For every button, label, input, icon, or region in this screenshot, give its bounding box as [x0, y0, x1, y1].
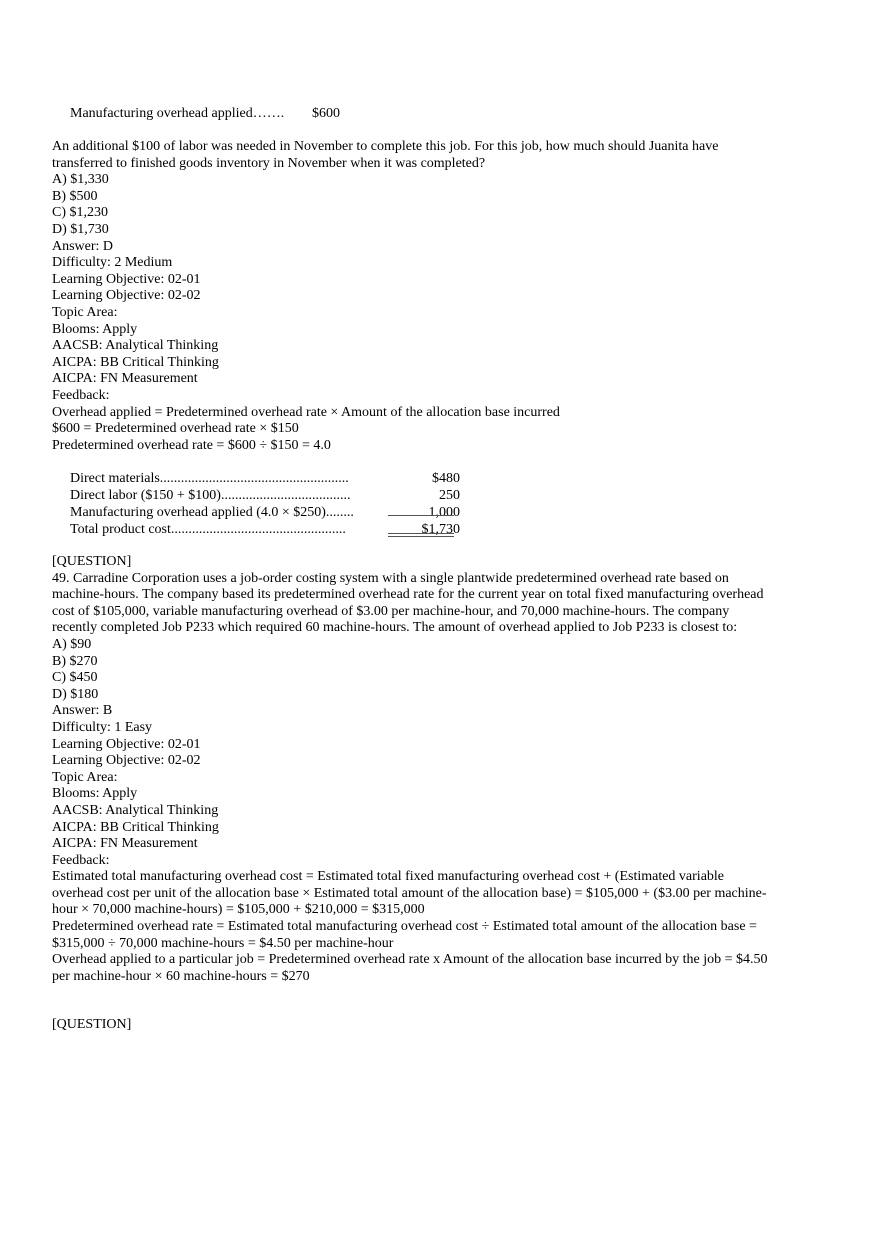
learning-objective-1: Learning Objective: 02-01: [52, 736, 201, 752]
topic-area: Topic Area:: [52, 304, 118, 320]
option-d: D) $180: [52, 686, 99, 702]
overhead-applied-amount: $600: [312, 106, 340, 121]
calc-label: Direct materials......................................................: [70, 471, 349, 486]
total-double-rule-top: [388, 533, 454, 534]
calc-label: Total product cost..................................................: [70, 522, 346, 537]
feedback-paragraph: Predetermined overhead rate = Estimated total manufacturing overhead cost ÷ Estimated total amount of the allocation base = $315,000 ÷ 70,000 machine-hours = $4.50 per machine-hour: [52, 919, 757, 951]
learning-objective-2: Learning Objective: 02-02: [52, 753, 201, 769]
option-b: B) $500: [52, 188, 98, 204]
question-text: 49. Carradine Corporation uses a job-order costing system with a single plantwide predetermined overhead rate based on machine-hours. The company based its predetermined overhead rate for the current year on total fixed manufacturing overhead cost of $105,000, variable manufacturing overhead of $3.00 per machine-hour, and 70,000 machine-hours. The company recently completed Job P233 which required 60 machine-hours. The amount of overhead applied to Job P233 is closest to:: [52, 570, 764, 636]
calc-row-direct-labor: [70, 487, 490, 504]
aacsb: AACSB: Analytical Thinking: [52, 338, 219, 354]
question-text: An additional $100 of labor was needed in November to complete this job. For this job, how much should Juanita have transferred to finished goods inventory in November when it was completed?: [52, 139, 719, 171]
calc-value: 250: [439, 488, 460, 503]
option-c: C) $1,230: [52, 205, 108, 221]
overhead-applied-row: [70, 105, 340, 122]
total-double-rule-bottom: [388, 536, 454, 537]
next-question-block: [52, 1017, 772, 1034]
option-b: B) $270: [52, 653, 98, 669]
feedback-line: Overhead applied = Predetermined overhead rate × Amount of the allocation base incurred: [52, 404, 560, 420]
blooms: Blooms: Apply: [52, 321, 138, 337]
feedback-line: Predetermined overhead rate = $600 ÷ $150 = 4.0: [52, 437, 331, 453]
calc-label: Manufacturing overhead applied (4.0 × $250)........: [70, 505, 354, 520]
calc-value: $480: [432, 471, 460, 486]
answer: Answer: D: [52, 238, 114, 254]
overhead-applied-label: Manufacturing overhead applied…….: [70, 106, 285, 121]
topic-area: Topic Area:: [52, 769, 118, 785]
option-a: A) $90: [52, 636, 92, 652]
blooms: Blooms: Apply: [52, 786, 138, 802]
option-c: C) $450: [52, 670, 98, 686]
feedback-line: $600 = Predetermined overhead rate × $150: [52, 421, 299, 437]
calc-row-direct-materials: [70, 470, 490, 487]
feedback-paragraph: Overhead applied to a particular job = Predetermined overhead rate x Amount of the allocation base incurred by the job = $4.50 per machine-hour × 60 machine-hours = $270: [52, 952, 768, 984]
subtotal-rule: [388, 515, 454, 516]
calc-row-overhead-applied: [70, 504, 490, 521]
option-a: A) $1,330: [52, 172, 109, 188]
option-d: D) $1,730: [52, 221, 109, 237]
answer: Answer: B: [52, 703, 113, 719]
product-cost-calculation: [70, 470, 490, 538]
difficulty: Difficulty: 2 Medium: [52, 255, 173, 271]
question-49-block: [52, 554, 772, 985]
calc-value: 1,000: [428, 505, 460, 520]
feedback-paragraph: Estimated total manufacturing overhead cost = Estimated total fixed manufacturing overhead cost + (Estimated variable overhead cost per unit of the allocation base × Estimated total amount of the allocation base) = $105,000 + ($3.00 per machine-hour × 70,000 machine-hours) = $105,000 + $210,000 = $315,000: [52, 869, 767, 918]
calc-label: Direct labor ($150 + $100).....................................: [70, 488, 351, 503]
aicpa-critical-thinking: AICPA: BB Critical Thinking: [52, 819, 219, 835]
aacsb: AACSB: Analytical Thinking: [52, 802, 219, 818]
question-48-block: [52, 139, 772, 454]
aicpa-measurement: AICPA: FN Measurement: [52, 836, 198, 852]
question-marker: [QUESTION]: [52, 1017, 132, 1032]
learning-objective-1: Learning Objective: 02-01: [52, 271, 201, 287]
calc-value: $1,730: [421, 522, 460, 537]
aicpa-critical-thinking: AICPA: BB Critical Thinking: [52, 354, 219, 370]
feedback-label: Feedback:: [52, 852, 110, 868]
learning-objective-2: Learning Objective: 02-02: [52, 288, 201, 304]
question-marker: [QUESTION]: [52, 554, 132, 569]
feedback-label: Feedback:: [52, 387, 110, 403]
aicpa-measurement: AICPA: FN Measurement: [52, 371, 198, 387]
difficulty: Difficulty: 1 Easy: [52, 719, 153, 735]
